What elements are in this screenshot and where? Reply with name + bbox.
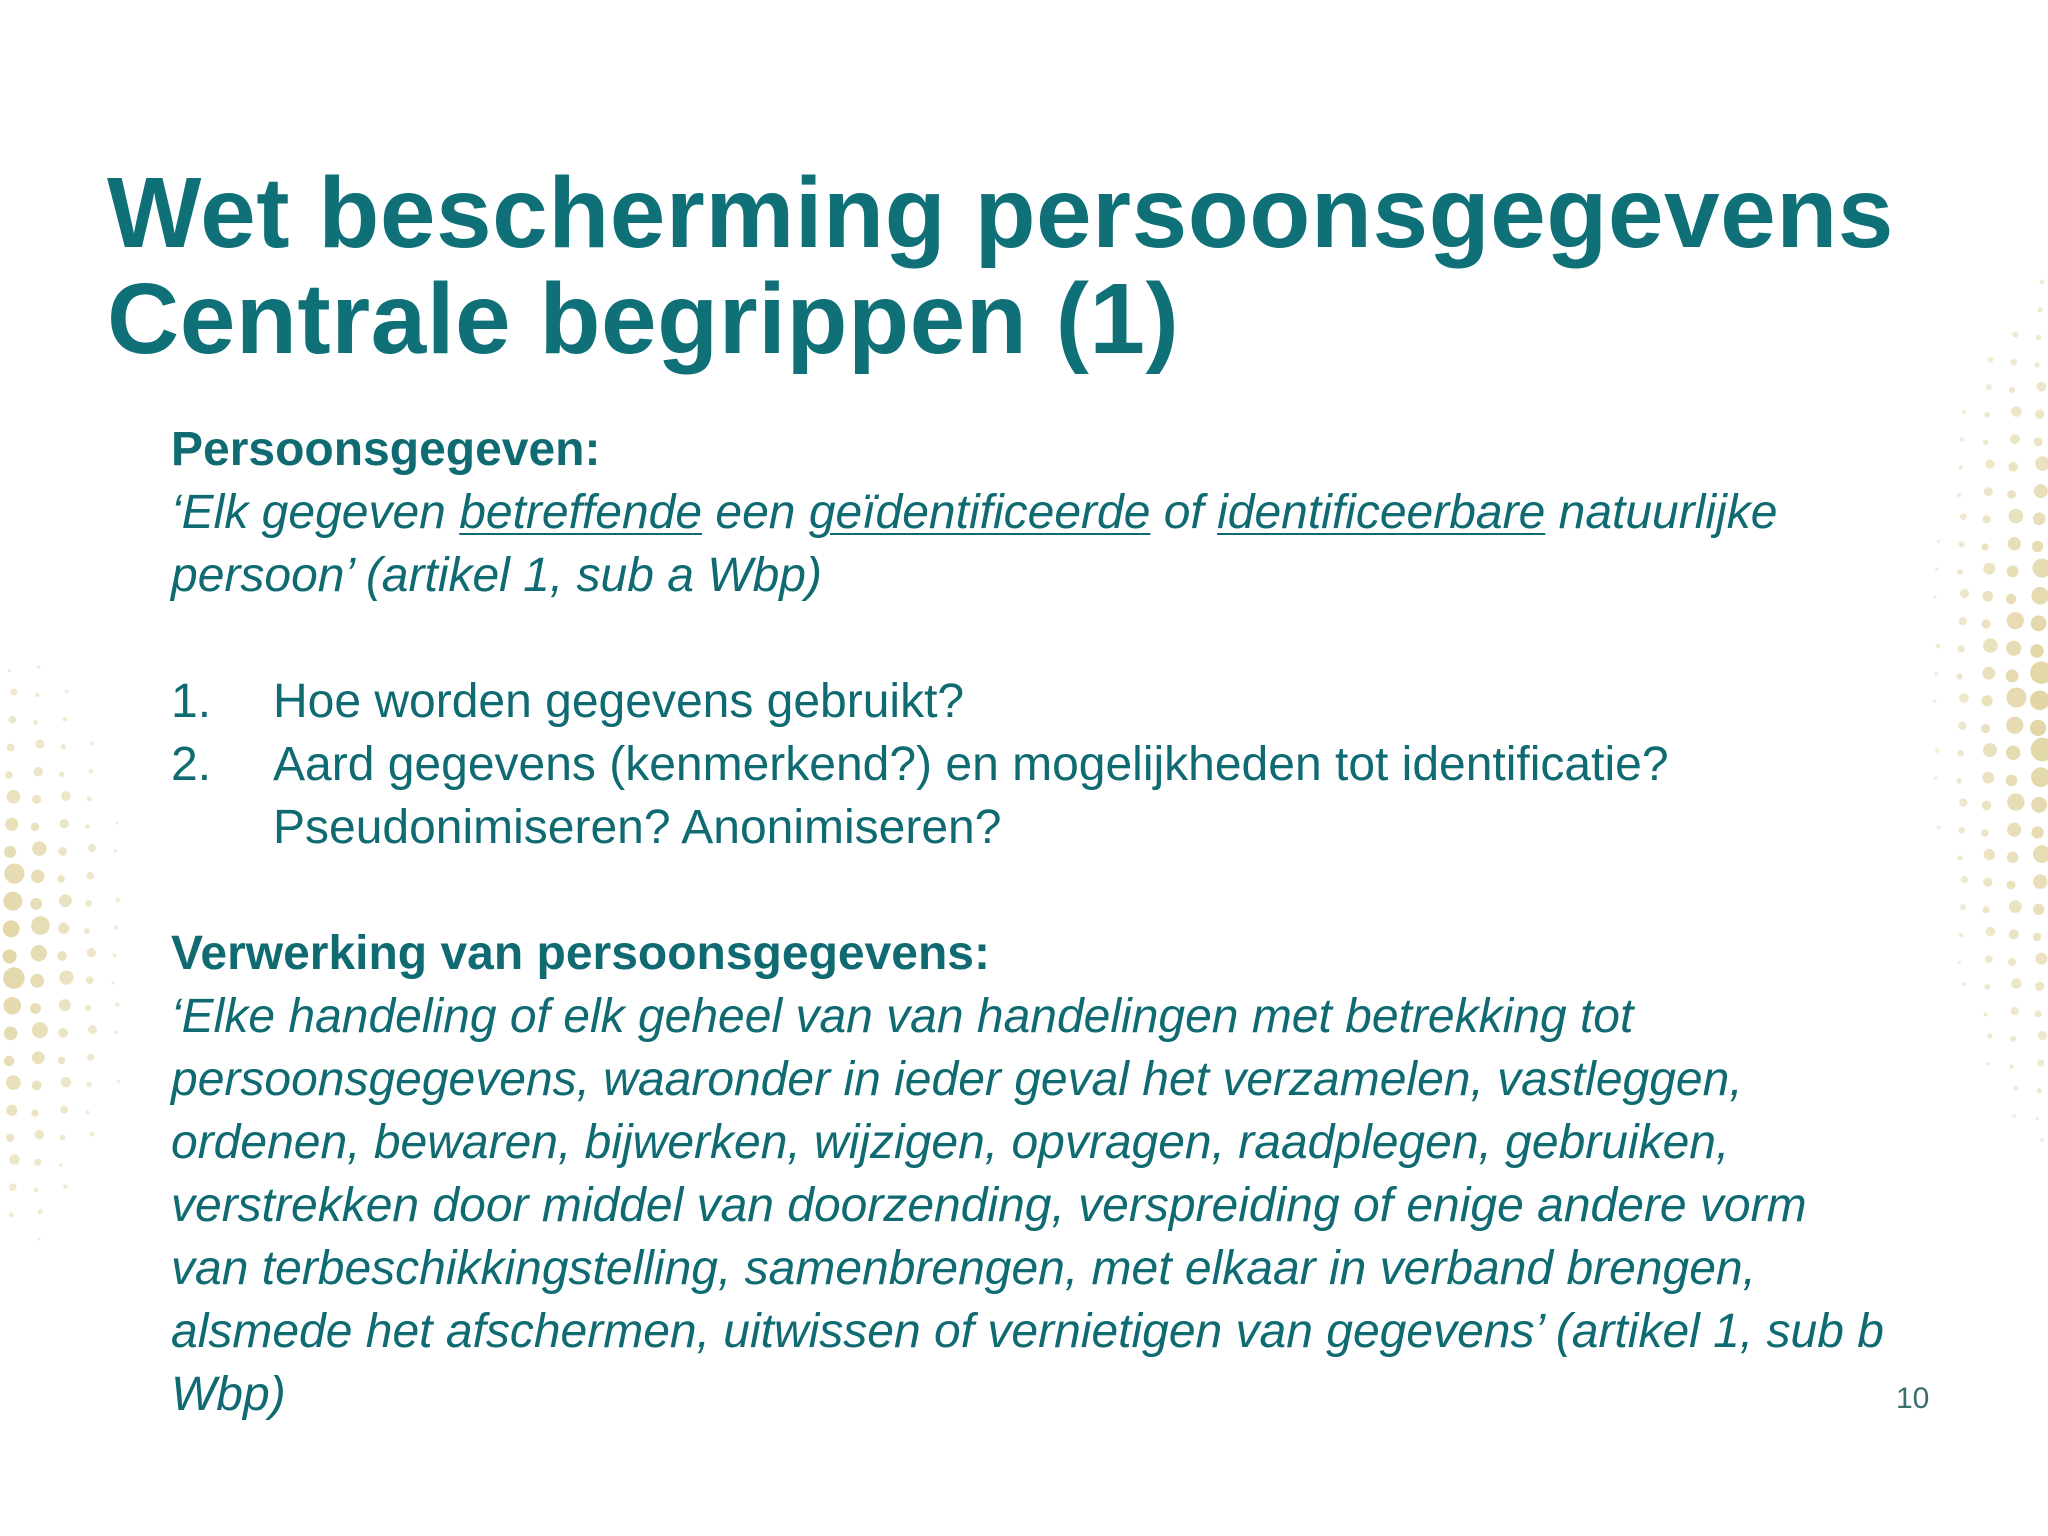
right-decor-dot bbox=[2010, 434, 2020, 444]
left-decor-dot bbox=[6, 1134, 14, 1142]
left-decor-dot bbox=[34, 767, 43, 776]
left-decor-dot bbox=[88, 844, 96, 852]
underlined-term-betreffende: betreffende bbox=[459, 486, 703, 539]
right-decor-dot bbox=[2031, 826, 2043, 838]
right-decor-dot bbox=[1937, 540, 1941, 544]
left-decor-dot bbox=[30, 974, 44, 988]
left-decor-dot bbox=[111, 981, 114, 984]
left-decor-dot bbox=[35, 739, 44, 748]
right-decor-dot bbox=[1986, 927, 1996, 937]
left-decor-dot bbox=[10, 689, 17, 696]
right-decor-dot bbox=[1986, 384, 1992, 390]
left-decor-dot bbox=[85, 824, 90, 829]
underlined-term-geidentificeerde: geïdentificeerde bbox=[808, 486, 1151, 539]
right-decor-dot bbox=[1960, 904, 1966, 910]
right-decor-dot bbox=[1960, 589, 1969, 598]
right-decor-dot bbox=[1934, 776, 1938, 780]
right-decor-dot bbox=[1933, 700, 1936, 703]
left-decor-dot bbox=[32, 1051, 45, 1064]
right-decor-dot bbox=[1983, 878, 1992, 887]
right-decor-dot bbox=[1935, 748, 1939, 752]
spacer bbox=[171, 607, 1891, 670]
right-decor-dot bbox=[1985, 955, 1993, 963]
list-number: 2. bbox=[171, 738, 212, 791]
right-decor-dot bbox=[2009, 509, 2024, 524]
left-decor-dot bbox=[87, 1054, 94, 1061]
left-decor-dot bbox=[32, 1080, 42, 1090]
right-decor-dot bbox=[2030, 661, 2048, 683]
right-decor-dot bbox=[1961, 876, 1969, 884]
right-decor-dot bbox=[2008, 958, 2016, 966]
definition-verwerking: ‘Elke handeling of elk geheel van van handelingen met betrekking tot persoonsgegevens, waaronder in ieder geval het verzamelen, vastleggen, ordenen, bewaren, bijwerken, wijzigen, opvragen, raadplegen, gebruiken, verstrekken door middel van doorzending, verspreiding of enige andere vorm van terbeschikkingstelling, samenbrengen, met elkaar in verband brengen, alsmede het afschermen, uitwissen of vernietigen van gegevens’ (artikel 1, sub b Wbp) bbox=[171, 990, 1884, 1421]
right-decor-dot bbox=[2007, 490, 2016, 499]
right-decor-dot bbox=[2037, 1060, 2044, 1067]
left-decor-dot bbox=[8, 669, 11, 672]
right-decor-dot bbox=[1959, 541, 1965, 547]
left-decor-dot bbox=[57, 951, 67, 961]
right-decor-dot bbox=[1959, 798, 1967, 806]
left-decor-dot bbox=[87, 948, 96, 957]
right-decor-dot bbox=[2034, 362, 2039, 367]
left-decor-dot bbox=[33, 720, 38, 725]
right-decor-dot bbox=[2033, 845, 2048, 863]
left-decor-dot bbox=[32, 795, 41, 804]
right-decor-dot bbox=[1934, 672, 1938, 676]
left-decor-dot bbox=[58, 923, 69, 934]
right-decor-dot bbox=[1982, 667, 1995, 680]
left-decor-dot bbox=[60, 1134, 66, 1140]
right-decor-dot bbox=[1959, 465, 1963, 469]
right-decor-dot bbox=[2033, 904, 2044, 915]
left-decor-dot bbox=[5, 771, 12, 778]
right-decor-dot bbox=[2040, 1138, 2044, 1142]
title-line-1: Wet bescherming persoonsgegevens bbox=[107, 157, 1894, 269]
right-decor-dot bbox=[2009, 929, 2019, 939]
right-decor-dot bbox=[1957, 750, 1964, 757]
left-decor-dot bbox=[60, 819, 69, 828]
right-decor-dot bbox=[1982, 906, 1989, 913]
right-decor-dot bbox=[1982, 772, 1994, 784]
right-decor-dot bbox=[2007, 823, 2021, 837]
right-decor-dot bbox=[1984, 412, 1990, 418]
right-decor-dot bbox=[1982, 801, 1992, 811]
left-decor-dot bbox=[2, 949, 16, 963]
left-decor-dot bbox=[31, 823, 39, 831]
right-decor-dot bbox=[2006, 594, 2016, 604]
quote-part: ‘Elk gegeven bbox=[171, 486, 460, 539]
definition-persoonsgegeven bbox=[171, 481, 1891, 607]
left-decor-dot bbox=[7, 790, 21, 804]
right-decor-dot bbox=[2006, 746, 2020, 760]
right-decor-dot bbox=[1936, 644, 1941, 649]
left-decor-dot bbox=[117, 1080, 120, 1083]
right-decor-dot bbox=[2039, 280, 2044, 285]
right-decor-dot bbox=[2006, 688, 2026, 708]
left-decor-dot bbox=[34, 1130, 44, 1140]
right-decor-dot bbox=[1983, 515, 1991, 523]
left-decor-dot bbox=[87, 796, 92, 801]
list-item bbox=[171, 670, 1891, 733]
left-decor-dot bbox=[86, 1082, 91, 1087]
left-decor-dot bbox=[35, 693, 40, 698]
right-decor-dot bbox=[1958, 722, 1966, 730]
right-decor-dot bbox=[2031, 767, 2048, 787]
right-decor-dot bbox=[2008, 537, 2021, 550]
quote-part: natuurlijke persoon’ (artikel 1, sub a Wbp) bbox=[171, 486, 1778, 602]
left-decor-dot bbox=[9, 1154, 20, 1165]
right-decor-dot bbox=[2034, 484, 2048, 498]
left-decor-dot bbox=[62, 717, 67, 722]
right-decor-dot bbox=[2006, 669, 2019, 682]
right-decor-dot bbox=[1959, 933, 1964, 938]
right-decor-dot bbox=[2006, 775, 2018, 787]
right-decor-dot bbox=[1935, 567, 1938, 570]
right-decor-dot bbox=[1982, 591, 1993, 602]
left-decor-dot bbox=[30, 898, 42, 910]
right-decor-dot bbox=[1981, 829, 1989, 837]
left-decor-dot bbox=[59, 970, 73, 984]
left-decor-dot bbox=[3, 967, 25, 989]
right-decor-dot bbox=[1983, 440, 1988, 445]
left-decor-dot bbox=[6, 1075, 21, 1090]
left-decor-dot bbox=[61, 1077, 71, 1087]
left-decor-dot bbox=[58, 1057, 65, 1064]
spacer bbox=[171, 859, 1891, 922]
left-decor-dot bbox=[4, 1026, 18, 1040]
right-decor-dot bbox=[2007, 793, 2024, 810]
title-line-2: Centrale begrippen (1) bbox=[107, 263, 1180, 375]
left-decor-dot bbox=[32, 841, 47, 856]
right-decor-dot bbox=[1983, 743, 1997, 757]
right-decor-dot bbox=[2030, 690, 2048, 710]
right-decor-dot bbox=[2030, 720, 2046, 736]
right-decor-dot bbox=[1984, 849, 1995, 860]
right-decor-dot bbox=[2038, 307, 2043, 312]
left-decor-dot bbox=[31, 1109, 38, 1116]
slide-body bbox=[171, 418, 1891, 1426]
right-decor-dot bbox=[1982, 695, 1993, 706]
left-decor-dot bbox=[86, 872, 94, 880]
left-decor-dot bbox=[85, 900, 92, 907]
right-decor-dot bbox=[2033, 512, 2046, 525]
right-decor-dot bbox=[2035, 1010, 2042, 1017]
right-decor-dot bbox=[2009, 900, 2022, 913]
left-decor-dot bbox=[4, 1056, 14, 1066]
left-decor-dot bbox=[57, 875, 65, 883]
list-item bbox=[171, 733, 1891, 859]
right-decor-dot bbox=[1960, 513, 1967, 520]
left-decor-dot bbox=[7, 743, 15, 751]
left-decor-dot bbox=[86, 1111, 90, 1115]
right-decor-dot bbox=[2036, 335, 2042, 341]
left-decor-dot bbox=[115, 1002, 120, 1007]
right-decor-dot bbox=[2031, 738, 2048, 762]
right-decor-dot bbox=[2011, 406, 2022, 417]
right-decor-dot bbox=[1984, 487, 1993, 496]
slide-title bbox=[107, 157, 1894, 375]
left-decor-dot bbox=[59, 772, 64, 777]
list-number: 1. bbox=[171, 675, 212, 728]
right-decor-dot bbox=[2009, 1064, 2013, 1068]
left-decor-dot bbox=[63, 1184, 68, 1189]
right-decor-dot bbox=[2035, 410, 2044, 419]
right-decor-dot bbox=[1983, 563, 1995, 575]
right-decor-dot bbox=[1983, 638, 1998, 653]
right-decor-dot bbox=[2011, 978, 2022, 989]
right-decor-dot bbox=[2011, 1007, 2019, 1015]
right-decor-dot bbox=[2035, 456, 2048, 471]
list-item-text: Aard gegevens (kenmerkend?) en mogelijkheden tot identificatie? Pseudonimiseren? Anonimiseren? bbox=[273, 738, 1669, 854]
left-decor-dot bbox=[84, 928, 90, 934]
left-decor-dot bbox=[9, 1183, 17, 1191]
left-decor-dot bbox=[88, 769, 93, 774]
right-decor-dot bbox=[2031, 615, 2047, 631]
right-decor-dot bbox=[1962, 982, 1966, 986]
right-decor-dot bbox=[1958, 827, 1965, 834]
left-decor-dot bbox=[58, 847, 67, 856]
right-decor-dot bbox=[1988, 357, 1994, 363]
left-decor-dot bbox=[31, 916, 50, 935]
right-decor-dot bbox=[2030, 644, 2044, 658]
left-decor-dot bbox=[9, 1212, 14, 1217]
right-decor-dot bbox=[2037, 1088, 2042, 1093]
list-item-text: Hoe worden gegevens gebruikt? bbox=[273, 675, 965, 728]
left-decor-dot bbox=[3, 997, 21, 1015]
left-decor-dot bbox=[4, 846, 16, 858]
right-decor-dot bbox=[1958, 645, 1965, 652]
section-heading-verwerking: Verwerking van persoonsgegevens: bbox=[171, 927, 990, 980]
right-decor-dot bbox=[2032, 541, 2043, 552]
left-decor-dot bbox=[61, 791, 71, 801]
left-decor-dot bbox=[59, 999, 71, 1011]
numbered-list bbox=[171, 670, 1891, 859]
right-decor-dot bbox=[1957, 855, 1962, 860]
right-decor-dot bbox=[1985, 459, 1994, 468]
right-decor-dot bbox=[1957, 493, 1961, 497]
right-decor-dot bbox=[2031, 797, 2047, 813]
left-decor-dot bbox=[34, 1159, 41, 1166]
right-decor-dot bbox=[1981, 724, 1990, 733]
left-decor-dot bbox=[60, 744, 65, 749]
left-decor-dot bbox=[30, 1003, 41, 1014]
left-decor-dot bbox=[114, 925, 119, 930]
left-decor-dot bbox=[59, 894, 72, 907]
left-decor-dot bbox=[64, 690, 68, 694]
right-decor-dot bbox=[2033, 875, 2047, 889]
right-decor-dot bbox=[2033, 933, 2041, 941]
right-decor-dot bbox=[1934, 595, 1937, 598]
right-decor-dot bbox=[1957, 569, 1963, 575]
right-decor-dot bbox=[1987, 1033, 1992, 1038]
left-decor-dot bbox=[114, 1030, 118, 1034]
left-decor-dot bbox=[3, 920, 20, 937]
right-decor-dot bbox=[1956, 673, 1962, 679]
left-decor-dot bbox=[90, 1132, 95, 1137]
right-decor-dot bbox=[2007, 881, 2016, 890]
right-decor-dot bbox=[2034, 438, 2043, 447]
right-decor-dot bbox=[1981, 619, 1990, 628]
right-decor-dot bbox=[2032, 559, 2048, 578]
left-decor-dot bbox=[115, 822, 118, 825]
quote-part: een bbox=[702, 486, 809, 539]
left-decor-dot bbox=[86, 976, 94, 984]
right-decor-dot bbox=[2010, 1036, 2016, 1042]
right-decor-dot bbox=[2011, 359, 2017, 365]
left-decor-dot bbox=[32, 1022, 48, 1038]
left-decor-dot bbox=[88, 1025, 97, 1034]
left-decor-dot bbox=[8, 716, 16, 724]
left-decor-dot bbox=[31, 870, 44, 883]
left-decor-dot bbox=[37, 1238, 40, 1241]
right-decor-dot bbox=[2007, 565, 2019, 577]
right-decor-dot bbox=[1983, 1012, 1987, 1016]
left-decor-dot bbox=[3, 892, 22, 911]
right-decor-dot bbox=[2035, 982, 2044, 991]
right-decor-dot bbox=[1960, 438, 1964, 442]
left-decor-dot bbox=[90, 741, 94, 745]
right-decor-dot bbox=[1986, 1062, 1990, 1066]
quote-part: of bbox=[1150, 486, 1218, 539]
left-decor-dot bbox=[37, 665, 41, 669]
section-heading-persoonsgegeven: Persoonsgegeven: bbox=[171, 423, 601, 476]
right-decor-dot bbox=[1936, 826, 1940, 830]
left-decor-dot bbox=[59, 1163, 63, 1167]
right-decor-dot bbox=[1962, 410, 1966, 414]
right-decor-dot bbox=[1959, 617, 1967, 625]
right-decor-dot bbox=[2012, 332, 2018, 338]
right-decor-dot bbox=[1984, 984, 1990, 990]
right-decor-dot bbox=[2031, 587, 2048, 605]
left-decor-dot bbox=[114, 849, 117, 852]
right-decor-dot bbox=[2012, 1114, 2016, 1118]
left-decor-dot bbox=[34, 1188, 39, 1193]
right-decor-dot bbox=[2038, 1031, 2047, 1040]
right-decor-dot bbox=[2007, 852, 2018, 863]
right-decor-dot bbox=[2006, 717, 2023, 734]
right-decor-dot bbox=[1956, 778, 1961, 783]
right-decor-dot bbox=[2009, 387, 2015, 393]
right-decor-dot bbox=[2007, 612, 2024, 629]
left-decor-dot bbox=[38, 1209, 44, 1215]
left-decor-dot bbox=[6, 1105, 17, 1116]
right-decor-dot bbox=[2036, 1117, 2039, 1120]
left-decor-dot bbox=[5, 818, 18, 831]
right-decor-dot bbox=[1958, 961, 1961, 964]
underlined-term-identificeerbare: identificeerbare bbox=[1217, 486, 1546, 539]
left-decor-dot bbox=[113, 953, 117, 957]
left-decor-dot bbox=[31, 945, 47, 961]
page-number: 10 bbox=[1896, 1382, 1930, 1415]
right-decor-dot bbox=[1981, 543, 1988, 550]
right-decor-dot bbox=[2035, 953, 2047, 965]
left-decor-dot bbox=[58, 1028, 68, 1038]
right-decor-dot bbox=[1959, 693, 1969, 703]
right-decor-dot bbox=[2008, 462, 2018, 472]
left-decor-dot bbox=[85, 1005, 91, 1011]
right-decor-dot bbox=[2036, 382, 2046, 392]
left-decor-dot bbox=[4, 863, 24, 883]
right-decor-dot bbox=[2013, 1085, 2018, 1090]
left-decor-dot bbox=[60, 1106, 68, 1114]
left-decor-dot bbox=[115, 897, 120, 902]
right-decor-dot bbox=[2006, 641, 2021, 656]
